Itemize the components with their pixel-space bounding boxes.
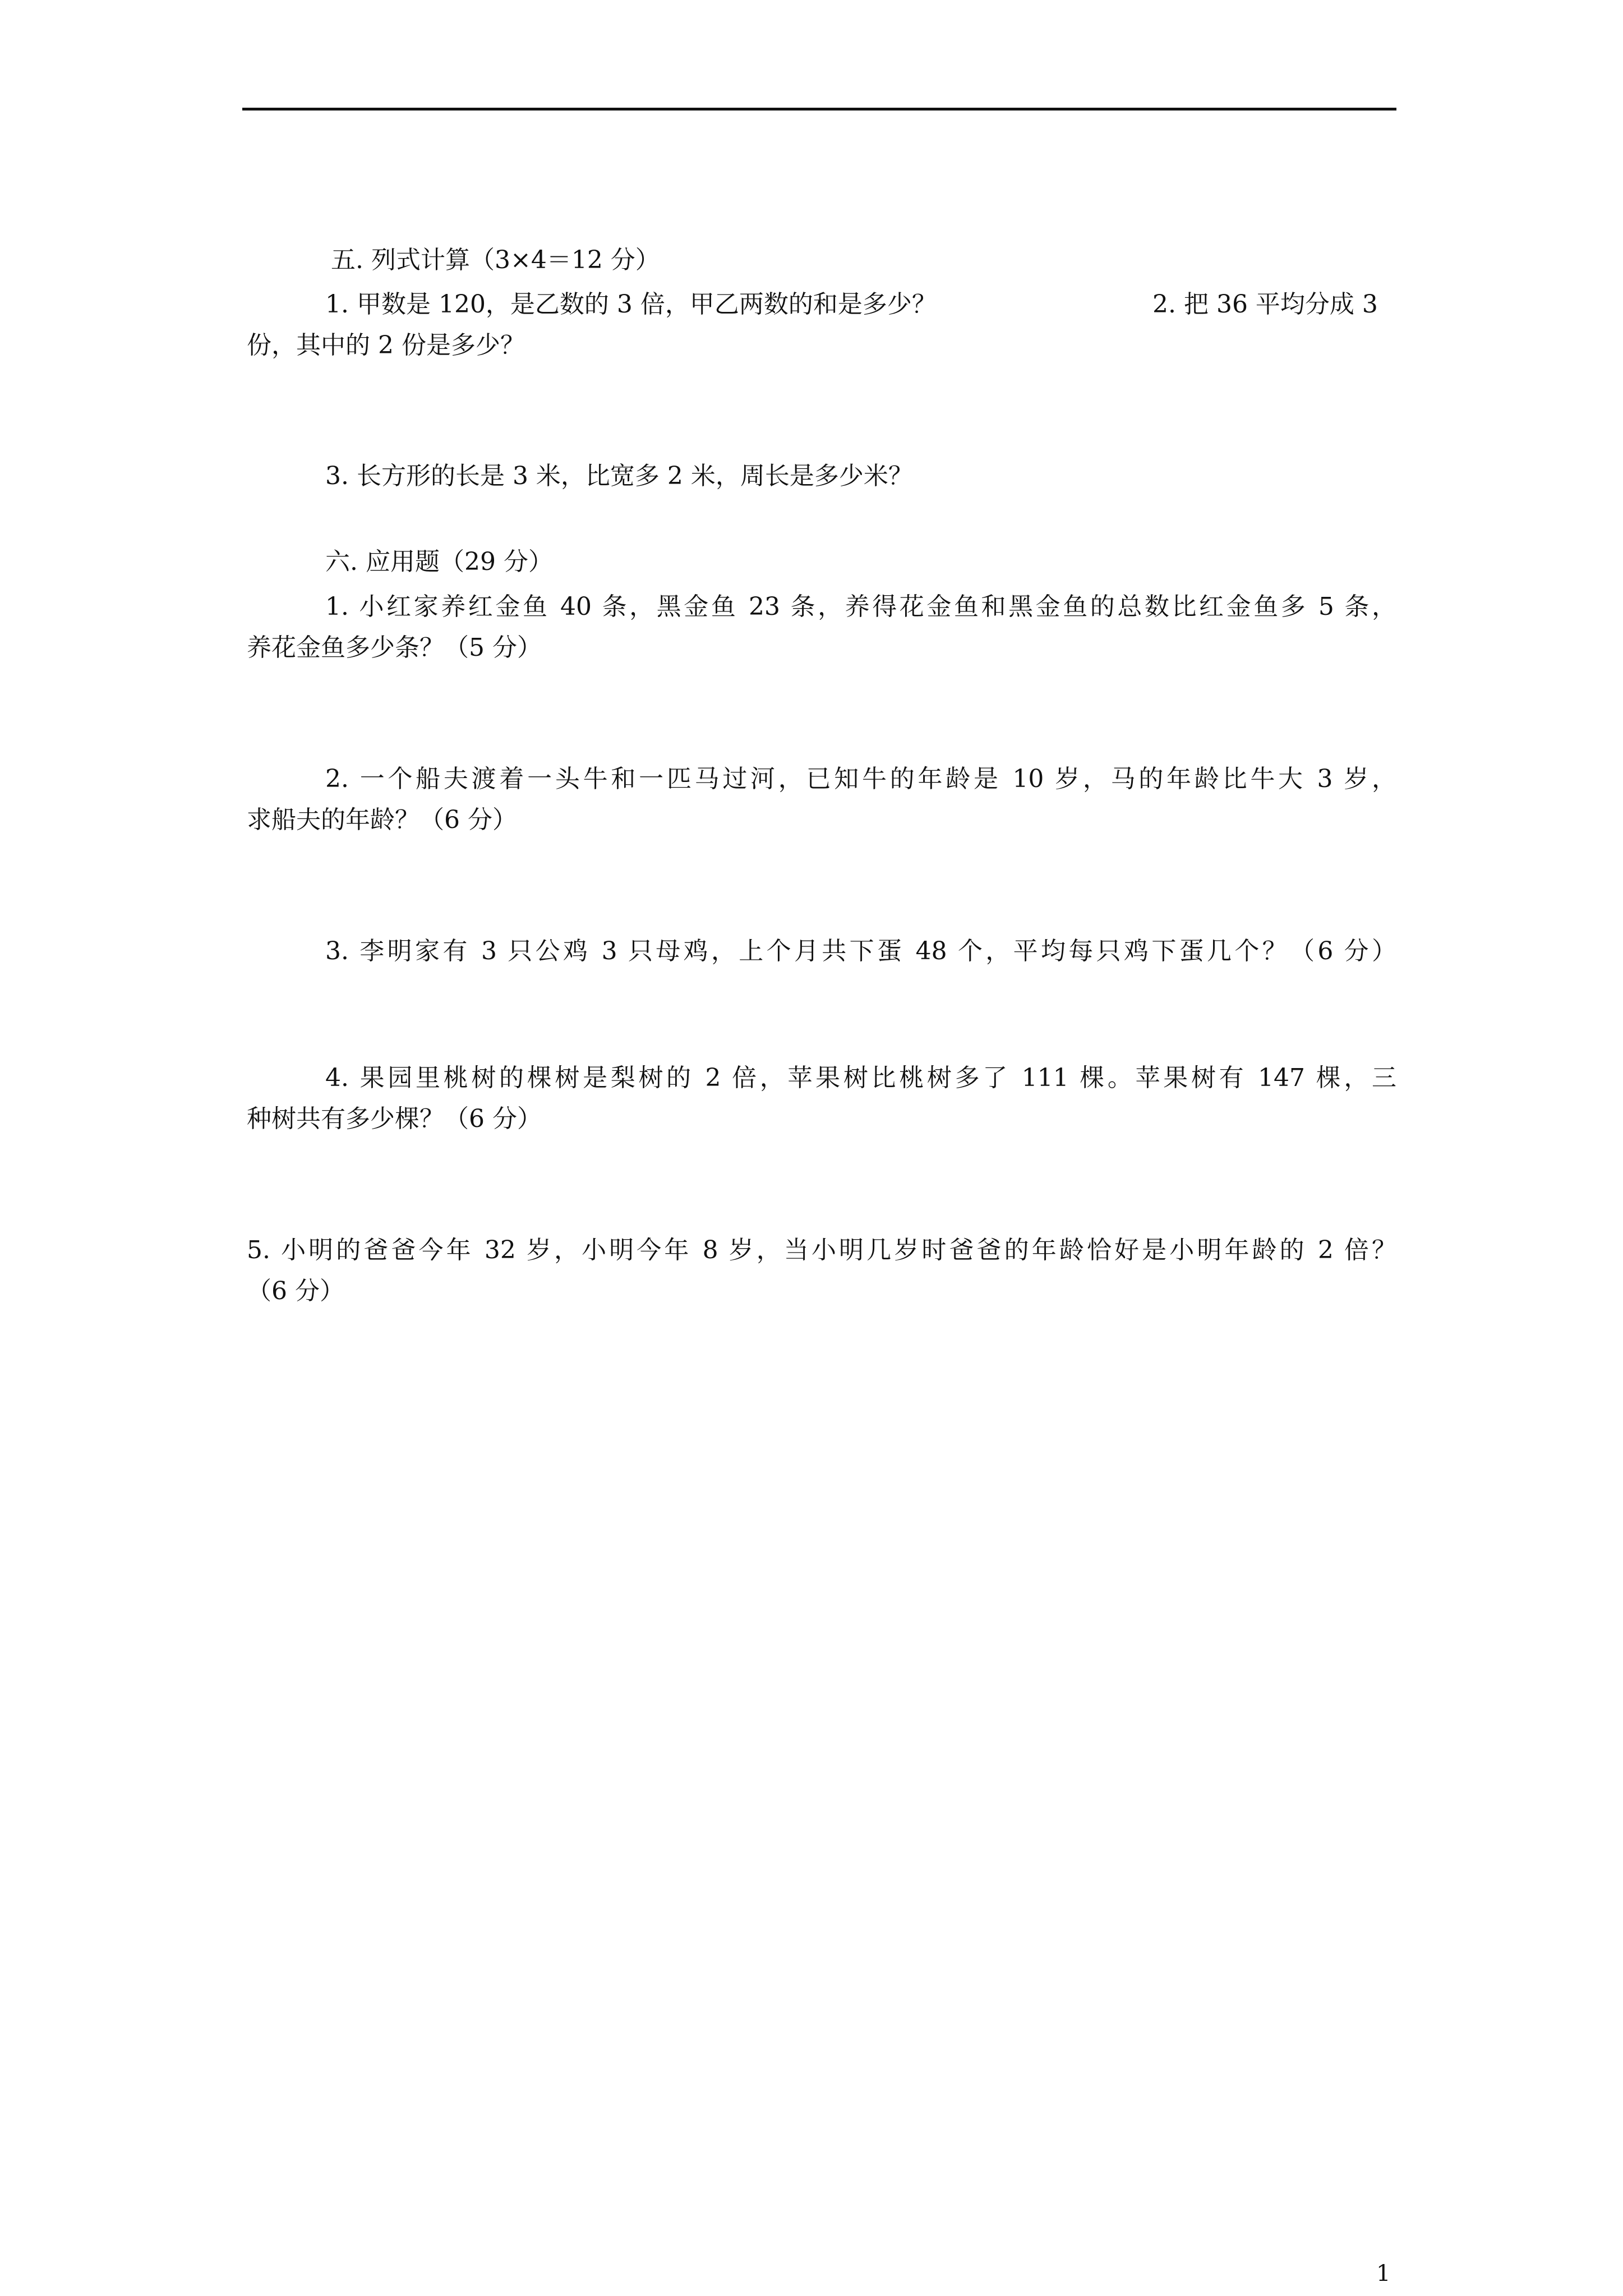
section-6-question-1-line-1: 1. 小红家养红金鱼 40 条，黑金鱼 23 条，养得花金鱼和黑金鱼的总数比红金鱼多 5 条， [325,592,1396,621]
section-6-question-3: 3. 李明家有 3 只公鸡 3 只母鸡，上个月共下蛋 48 个，平均每只鸡下蛋几个？（6 分） [325,937,1396,965]
section-6-question-5-line-2: （6 分） [247,1277,344,1305]
header-rule [242,108,1396,111]
section-6-question-4-line-1: 4. 果园里桃树的棵树是梨树的 2 倍，苹果树比桃树多了 111 棵。苹果树有 147 棵，三 [325,1064,1396,1092]
section-6-question-2-line-1: 2. 一个船夫渡着一头牛和一匹马过河，已知牛的年龄是 10 岁，马的年龄比牛大 3 岁， [325,765,1396,793]
section-6-question-4-line-2: 种树共有多少棵？（6 分） [247,1105,542,1133]
section-5-question-2-line-1: 2. 把 36 平均分成 3 [1152,290,1378,319]
section-6-question-2-line-2: 求船夫的年龄？（6 分） [247,806,517,834]
page-number: 1 [1376,2261,1391,2286]
section-5-question-2-line-2: 份，其中的 2 份是多少？ [247,331,525,360]
section-6-question-5-line-1: 5. 小明的爸爸今年 32 岁，小明今年 8 岁，当小明几岁时爸爸的年龄恰好是小明年龄的 2 倍？ [247,1236,1396,1264]
section-6-question-1-line-2: 养花金鱼多少条？（5 分） [247,633,542,662]
section-6-title: 六. 应用题（29 分） [325,547,553,576]
section-5-question-1: 1. 甲数是 120，是乙数的 3 倍，甲乙两数的和是多少？ [325,290,937,319]
section-5-title: 五. 列式计算（3×4＝12 分） [331,246,660,274]
section-5-question-3: 3. 长方形的长是 3 米，比宽多 2 米，周长是多少米？ [325,462,913,490]
